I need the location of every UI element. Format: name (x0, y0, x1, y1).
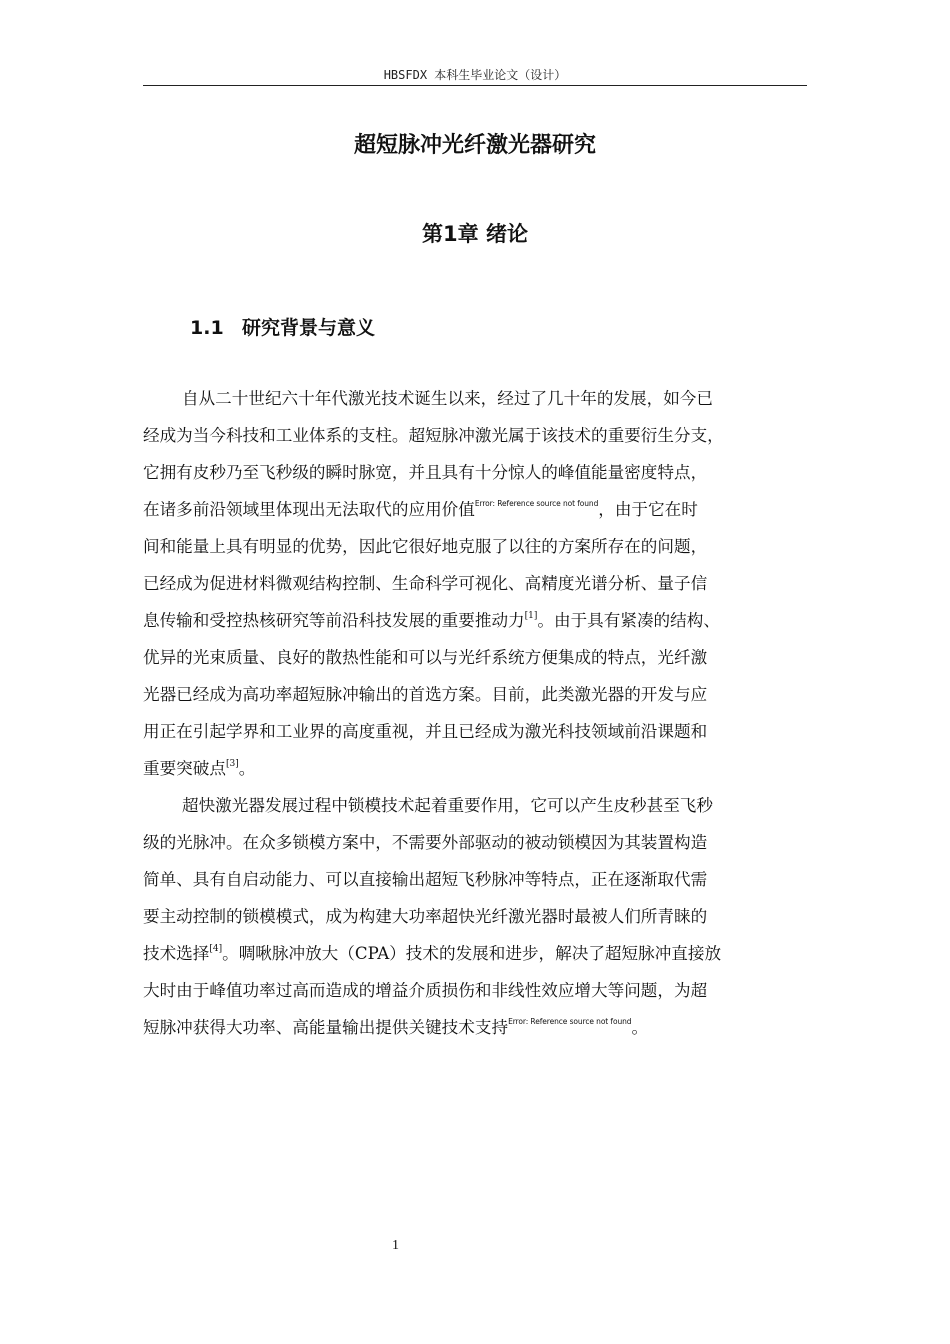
citation-ref: [3] (225, 759, 239, 769)
citation-ref: [1] (524, 611, 538, 621)
citation-error: Error: Reference source not found (474, 499, 599, 508)
text-line (143, 565, 813, 602)
text-run: 间和能量上具有明显的优势，因此它很好地克服了以往的方案所存在的问题， (143, 537, 708, 556)
text-line (143, 972, 813, 1009)
section-title-text: 研究背景与意义 (242, 317, 376, 339)
header-divider (143, 85, 807, 86)
text-run: 级的光脉冲。在众多锁模方案中，不需要外部驱动的被动锁模因为其装置构造 (143, 833, 708, 852)
text-line (143, 1009, 813, 1046)
text-run: 优异的光束质量、良好的散热性能和可以与光纤系统方便集成的特点，光纤激 (143, 648, 708, 667)
text-run: ，由于它在时 (598, 500, 698, 519)
text-run: 。啁啾脉冲放大（CPA）技术的发展和进步，解决了超短脉冲直接放 (222, 944, 722, 963)
text-run: 用正在引起学界和工业界的高度重视，并且已经成为激光科技领域前沿课题和 (143, 722, 708, 741)
paragraph (143, 787, 813, 1046)
text-line (143, 898, 813, 935)
text-line (143, 861, 813, 898)
text-line (143, 750, 813, 787)
text-run: 超快激光器发展过程中锁模技术起着重要作用，它可以产生皮秒甚至飞秒 (182, 796, 713, 815)
running-header: HBSFDX 本科生毕业论文（设计） (383, 68, 567, 82)
text-run: 技术选择 (143, 944, 210, 963)
text-run: 已经成为促进材料微观结构控制、生命科学可视化、高精度光谱分析、量子信 (143, 574, 708, 593)
text-line (143, 935, 813, 972)
paragraph (143, 380, 813, 787)
text-line (143, 602, 813, 639)
text-run: 重要突破点 (143, 759, 226, 778)
text-line (143, 417, 813, 454)
text-run: 简单、具有自启动能力、可以直接输出超短飞秒脉冲等特点，正在逐渐取代需 (143, 870, 708, 889)
page-number: 1 (392, 1238, 399, 1253)
text-line (143, 454, 813, 491)
text-run: 要主动控制的锁模模式，成为构建大功率超快光纤激光器时最被人们所青睐的 (143, 907, 708, 926)
text-run: 在诸多前沿领域里体现出无法取代的应用价值 (143, 500, 475, 519)
text-run: 。由于具有紧凑的结构、 (537, 611, 720, 630)
text-line (143, 824, 813, 861)
section-number: 1.1 (190, 317, 224, 339)
text-run: 息传输和受控热核研究等前沿科技发展的重要推动力 (143, 611, 525, 630)
text-run: 。 (238, 759, 256, 778)
text-line (143, 713, 813, 750)
text-run: 大时由于峰值功率过高而造成的增益介质损伤和非线性效应增大等问题，为超 (143, 981, 708, 1000)
chapter-heading: 第1章 绪论 (422, 222, 528, 246)
text-line (143, 528, 813, 565)
text-line (143, 787, 813, 824)
text-line (143, 676, 813, 713)
body-text (143, 380, 813, 1046)
text-run: 经成为当今科技和工业体系的支柱。超短脉冲激光属于该技术的重要衍生分支， (143, 426, 724, 445)
document-title: 超短脉冲光纤激光器研究 (353, 133, 596, 158)
text-run: 。 (631, 1018, 649, 1037)
text-line (143, 380, 813, 417)
text-run: 它拥有皮秒乃至飞秒级的瞬时脉宽，并且具有十分惊人的峰值能量密度特点， (143, 463, 708, 482)
citation-error: Error: Reference source not found (508, 1017, 632, 1026)
text-run: 光器已经成为高功率超短脉冲输出的首选方案。目前，此类激光器的开发与应 (143, 685, 708, 704)
text-run: 短脉冲获得大功率、高能量输出提供关键技术支持 (143, 1018, 509, 1037)
text-run: 自从二十世纪六十年代激光技术诞生以来，经过了几十年的发展，如今已 (182, 389, 713, 408)
text-line (143, 491, 813, 528)
section-heading (190, 313, 375, 340)
citation-ref: [4] (209, 944, 223, 954)
text-line (143, 639, 813, 676)
